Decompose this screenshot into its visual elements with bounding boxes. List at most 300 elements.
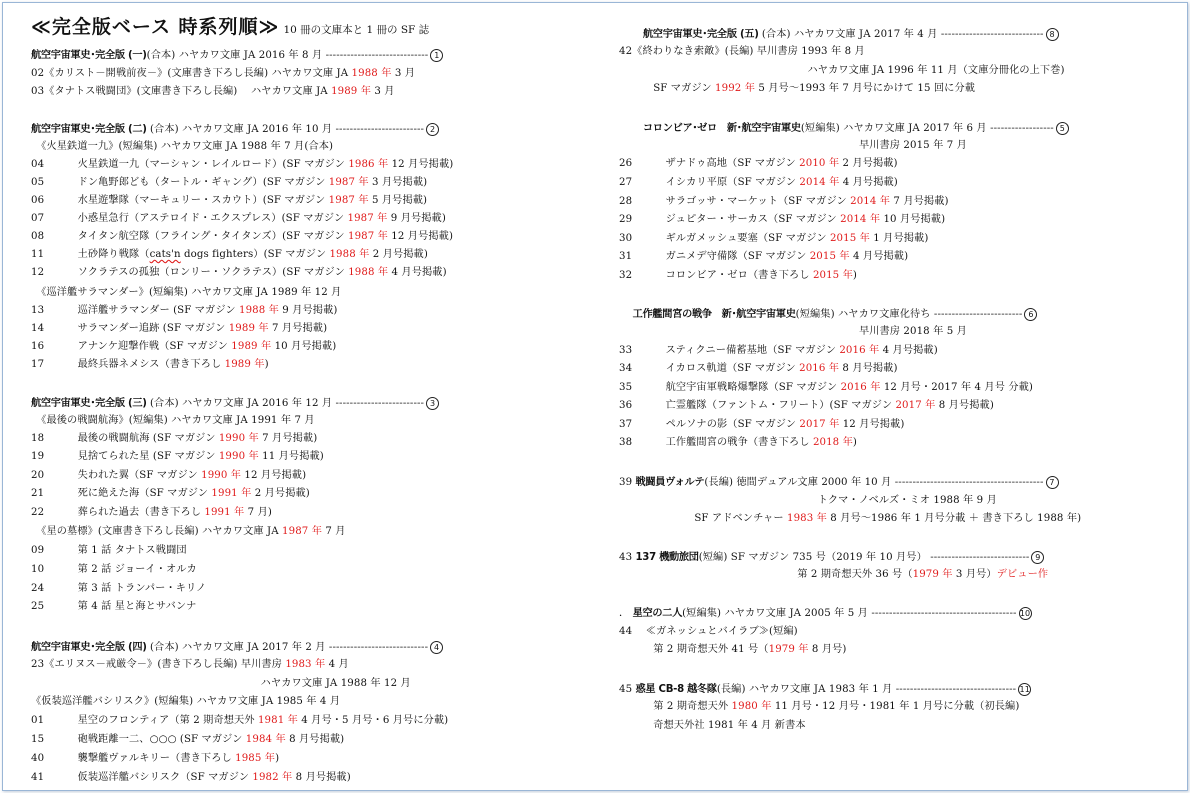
text-segment: 4 月号掲載) bbox=[839, 177, 898, 188]
story-number: 12 bbox=[31, 267, 45, 278]
volume-number-badge: 5 bbox=[1056, 122, 1069, 135]
document-page bbox=[2, 2, 1188, 791]
text-line bbox=[31, 141, 333, 154]
text-segment: 7 月 bbox=[321, 526, 346, 537]
text-line bbox=[619, 196, 949, 209]
volume-number-badge: 9 bbox=[1031, 551, 1044, 564]
text-segment: 12 月号掲載) bbox=[388, 159, 454, 170]
text-line bbox=[31, 772, 351, 785]
text-segment: 39 bbox=[619, 477, 636, 488]
highlighted-year: 1982 年 bbox=[252, 772, 293, 783]
text-line bbox=[619, 400, 994, 413]
text-line bbox=[619, 551, 1044, 564]
story-number: 34 bbox=[619, 363, 633, 374]
text-segment: 44 ≪ガネッシュとバイラブ≫(短編) bbox=[619, 626, 798, 637]
text-segment: ザナドゥ高地（SF マガジン bbox=[645, 158, 800, 169]
highlighted-year: 1987 年 bbox=[347, 213, 388, 224]
text-segment: イカロス軌道（SF マガジン bbox=[645, 363, 800, 374]
text-segment: 3 月 bbox=[371, 86, 395, 97]
text-line bbox=[31, 305, 337, 318]
text-segment: 12 月号掲載) bbox=[241, 470, 307, 481]
leader-dashes: ------------------------------------------ bbox=[894, 477, 1044, 488]
text-line bbox=[619, 158, 898, 171]
highlighted-year: 2014 年 bbox=[799, 177, 840, 188]
text-segment: 葬られた過去（書き下ろし bbox=[57, 507, 205, 518]
highlighted-year: 1990 年 bbox=[201, 470, 242, 481]
text-segment: 失われた翼（SF マガジン bbox=[57, 470, 202, 481]
volume-number-badge: 1 bbox=[430, 49, 443, 62]
text-segment: 第 2 話 ジョーイ・オルカ bbox=[57, 564, 197, 575]
text-segment: 星空のフロンティア（第 2 期奇想天外 bbox=[57, 715, 258, 726]
text-segment: 第 3 話 トランパー・キリノ bbox=[57, 583, 207, 594]
text-line bbox=[619, 270, 857, 283]
text-segment: 8 月号掲載) bbox=[292, 772, 351, 783]
text-segment: 8 月号～1986 年 1 月号分載 ＋ 書き下ろし 1988 年) bbox=[826, 513, 1082, 524]
text-segment: 11 月号掲載) bbox=[258, 451, 324, 462]
text-segment: 9 月号掲載) bbox=[387, 213, 446, 224]
text-line bbox=[31, 323, 327, 336]
series-title: 星空の二人 bbox=[632, 608, 683, 619]
text-segment: 1 月号掲載) bbox=[869, 233, 929, 244]
text-segment: 7 月号掲載) bbox=[890, 196, 949, 207]
story-number: 08 bbox=[31, 231, 45, 242]
text-line bbox=[31, 678, 411, 691]
text-line bbox=[619, 382, 1033, 395]
text-segment: 巡洋艦サラマンダー (SF マガジン bbox=[57, 305, 239, 316]
story-number: 01 bbox=[31, 715, 45, 726]
story-number: 33 bbox=[619, 345, 633, 356]
text-segment: 早川書房 2015 年 7 月 bbox=[619, 140, 967, 151]
text-line bbox=[619, 345, 938, 358]
text-segment: dogs fighters）(SF マガジン bbox=[180, 249, 330, 260]
story-number: 17 bbox=[31, 359, 45, 370]
text-line bbox=[619, 46, 865, 59]
story-number: 40 bbox=[31, 753, 45, 764]
highlighted-year: 1979 年 bbox=[768, 644, 809, 655]
text-line bbox=[31, 470, 306, 483]
text-line bbox=[31, 715, 448, 728]
text-segment: 第 2 期奇想天外 bbox=[619, 701, 732, 712]
text-segment: 10 月号掲載) bbox=[880, 214, 946, 225]
text-line bbox=[619, 569, 1048, 582]
series-title: 工作艦間宮の戦争 新･航空宇宙軍史 bbox=[632, 309, 796, 320]
text-line bbox=[619, 251, 908, 264]
text-segment: 《最後の戦闘航海》(短編集) ハヤカワ文庫 JA 1991 年 7 月 bbox=[31, 415, 315, 426]
highlighted-year: 2010 年 bbox=[799, 158, 840, 169]
story-number: 30 bbox=[619, 233, 633, 244]
volume-number-badge: 8 bbox=[1046, 28, 1059, 41]
story-number: 24 bbox=[31, 583, 45, 594]
leader-dashes: ----------------------------------------- bbox=[871, 608, 1017, 619]
text-segment: 《火星鉄道一九》(短編集) ハヤカワ文庫 JA 1988 年 7 月(合本) bbox=[31, 141, 334, 152]
text-line bbox=[31, 564, 197, 577]
story-number: 25 bbox=[31, 601, 45, 612]
text-line bbox=[31, 159, 453, 172]
highlighted-year: 1979 年 bbox=[912, 569, 953, 580]
text-segment: 3 月号掲載) bbox=[368, 177, 428, 188]
text-segment: ) bbox=[852, 270, 857, 281]
text-segment: 11 月号・12 月号・1981 年 1 月号に分載（初長編) bbox=[771, 701, 1020, 712]
series-title: 航空宇宙軍史･完全版 (二) bbox=[31, 124, 147, 135]
highlighted-year: 1991 年 bbox=[211, 488, 252, 499]
text-segment bbox=[619, 29, 643, 40]
text-line bbox=[31, 123, 439, 136]
story-number: 18 bbox=[31, 433, 45, 444]
leader-dashes: ---------------------------- bbox=[930, 552, 1030, 563]
story-number: 28 bbox=[619, 196, 633, 207]
story-number: 27 bbox=[619, 177, 633, 188]
text-segment: 死に絶えた海（SF マガジン bbox=[57, 488, 212, 499]
text-segment: アナンケ迎撃作戦（SF マガジン bbox=[57, 341, 232, 352]
volume-number-badge: 2 bbox=[426, 123, 439, 136]
series-title: 航空宇宙軍史･完全版 (四) bbox=[31, 642, 147, 653]
text-segment: 第 2 期奇想天外 36 号（ bbox=[619, 569, 913, 580]
text-line bbox=[31, 507, 272, 520]
text-segment: ハヤカワ文庫 JA 1996 年 11 月（文庫分冊化の上下巻) bbox=[619, 65, 1065, 76]
series-title: コロンビア･ゼロ 新･航空宇宙軍史 bbox=[642, 123, 801, 134]
text-line bbox=[619, 437, 857, 450]
text-segment: 航空宇宙軍戦略爆撃隊（SF マガジン bbox=[645, 382, 841, 393]
text-line bbox=[619, 28, 1059, 41]
text-line bbox=[31, 177, 427, 190]
series-title: 航空宇宙軍史･完全版 (五) bbox=[642, 29, 759, 40]
text-segment: 《星の墓標》(文庫書き下ろし長編) ハヤカワ文庫 JA bbox=[31, 526, 283, 537]
story-number: 09 bbox=[31, 545, 45, 556]
highlighted-year: 1983 年 bbox=[786, 513, 827, 524]
text-line bbox=[31, 696, 340, 709]
text-segment: 8 月号掲載) bbox=[285, 734, 345, 745]
page-subtitle: 10 冊の文庫本と 1 冊の SF 誌 bbox=[283, 24, 430, 36]
text-line bbox=[31, 583, 206, 596]
leader-dashes: ------------------------- bbox=[933, 309, 1023, 320]
text-line bbox=[31, 397, 439, 410]
text-segment: 2 月号掲載) bbox=[369, 249, 428, 260]
text-segment: 8 月号) bbox=[808, 644, 847, 655]
text-segment: ． bbox=[619, 608, 633, 619]
text-segment: 12 月号・2017 年 4 月号 分載) bbox=[880, 382, 1033, 393]
leader-dashes: ------------------ bbox=[990, 123, 1054, 134]
text-segment: 最後の戦闘航海 (SF マガジン bbox=[57, 433, 219, 444]
text-line bbox=[619, 122, 1069, 135]
highlighted-year: 1988 年 bbox=[329, 249, 370, 260]
text-line bbox=[619, 495, 997, 508]
highlighted-year: 2015 年 bbox=[809, 251, 850, 262]
leader-dashes: ---------------------------------- bbox=[895, 684, 1017, 695]
volume-number-badge: 7 bbox=[1046, 476, 1059, 489]
volume-number-badge: 3 bbox=[426, 397, 439, 410]
volume-number-badge: 10 bbox=[1019, 609, 1031, 618]
text-segment: 水星遊撃隊（マーキュリー・スカウト）(SF マガジン bbox=[57, 195, 329, 206]
text-segment: 襲撃艦ヴァルキリー（書き下ろし bbox=[57, 753, 236, 764]
story-number: 05 bbox=[31, 177, 45, 188]
story-number: 06 bbox=[31, 195, 45, 206]
text-segment: 7 月号掲載) bbox=[258, 433, 318, 444]
spellcheck-underlined-word: cats'n bbox=[149, 249, 181, 260]
text-line bbox=[31, 451, 324, 464]
text-line bbox=[31, 287, 341, 300]
text-segment: 10 月号掲載) bbox=[271, 341, 337, 352]
story-number: 15 bbox=[31, 734, 45, 745]
series-title: 戦闘員ヴォルテ bbox=[635, 477, 705, 488]
highlighted-year: 2016 年 bbox=[839, 345, 880, 356]
text-segment: タイタン航空隊（フライング・タイタンズ）(SF マガジン bbox=[57, 231, 348, 242]
story-number: 16 bbox=[31, 341, 45, 352]
text-segment: (合本) ハヤカワ文庫 JA 2016 年 8 月 bbox=[146, 50, 326, 61]
series-title: 航空宇宙軍史･完全版 (三) bbox=[31, 398, 147, 409]
story-number: 20 bbox=[31, 470, 45, 481]
volume-number-badge: 4 bbox=[430, 641, 443, 654]
text-segment: (短編) SF マガジン 735 号（2019 年 10 月号） bbox=[698, 552, 931, 563]
text-segment: 3 月号） bbox=[952, 569, 997, 580]
text-segment: 5 月号掲載) bbox=[368, 195, 428, 206]
highlighted-year: 2015 年 bbox=[829, 233, 870, 244]
text-line bbox=[619, 308, 1037, 321]
text-line bbox=[31, 488, 310, 501]
highlighted-year: 1988 年 bbox=[348, 267, 389, 278]
highlighted-year: 2016 年 bbox=[799, 363, 840, 374]
leader-dashes: ----------------------------- bbox=[325, 50, 429, 61]
highlighted-year: 1989 年 bbox=[224, 359, 265, 370]
text-segment: 2 月号掲載) bbox=[839, 158, 898, 169]
highlighted-year: 1988 年 bbox=[239, 305, 279, 316]
page-title-block bbox=[31, 12, 429, 39]
text-line bbox=[31, 249, 428, 262]
text-segment: 03《タナトス戦闘団》(文庫書き下ろし長編) ハヤカワ文庫 JA bbox=[31, 86, 332, 97]
highlighted-year: 2014 年 bbox=[840, 214, 881, 225]
text-line bbox=[31, 86, 395, 99]
text-line bbox=[31, 601, 196, 614]
text-segment: ハヤカワ文庫 JA 1988 年 12 月 bbox=[31, 678, 411, 689]
story-number: 11 bbox=[31, 249, 45, 260]
text-segment: 奇想天外社 1981 年 4 月 新書本 bbox=[619, 720, 806, 731]
story-number: 13 bbox=[31, 305, 45, 316]
highlighted-year: 1990 年 bbox=[218, 451, 259, 462]
text-segment: 土砂降り戦隊（ bbox=[57, 249, 150, 260]
text-segment: (長編) ハヤカワ文庫 JA 1983 年 1 月 bbox=[716, 684, 896, 695]
text-line bbox=[619, 326, 967, 339]
text-line bbox=[31, 415, 315, 428]
highlighted-year: 1981 年 bbox=[257, 715, 298, 726]
text-line bbox=[619, 626, 798, 639]
text-line bbox=[31, 659, 349, 672]
highlighted-year: 1987 年 bbox=[348, 231, 388, 242]
text-segment: 23《エリヌス－戒厳令－》(書き下ろし長編) 早川書房 bbox=[31, 659, 286, 670]
text-line bbox=[31, 641, 443, 654]
text-segment: (合本) ハヤカワ文庫 JA 2016 年 10 月 bbox=[146, 124, 336, 135]
story-number: 19 bbox=[31, 451, 45, 462]
story-number: 35 bbox=[619, 382, 633, 393]
text-segment: (短編集) ハヤカワ文庫化待ち bbox=[795, 309, 934, 320]
text-segment: ペルソナの影（SF マガジン bbox=[645, 419, 800, 430]
highlighted-year: デビュー作 bbox=[996, 569, 1049, 580]
text-segment: 42《終わりなき索敵》(長編) 早川書房 1993 年 8 月 bbox=[619, 46, 865, 57]
text-segment: 《巡洋艦サラマンダー》(短編集) ハヤカワ文庫 JA 1989 年 12 月 bbox=[31, 287, 342, 298]
story-number: 37 bbox=[619, 419, 633, 430]
text-segment: 第 2 期奇想天外 41 号（ bbox=[619, 644, 769, 655]
text-segment: 砲戦距離一二、○○○ (SF マガジン bbox=[57, 734, 246, 745]
text-line bbox=[31, 359, 269, 372]
leader-dashes: ------------------------- bbox=[335, 124, 425, 135]
story-number: 07 bbox=[31, 213, 45, 224]
text-segment bbox=[619, 309, 633, 320]
highlighted-year: 1987 年 bbox=[282, 526, 322, 537]
text-line bbox=[31, 68, 415, 81]
story-number: 10 bbox=[31, 564, 45, 575]
text-segment: 4 月号・5 月号・6 月号に分載) bbox=[297, 715, 449, 726]
text-line bbox=[31, 195, 427, 208]
story-number: 21 bbox=[31, 488, 45, 499]
text-line bbox=[619, 214, 945, 227]
text-segment: 12 月号掲載) bbox=[839, 419, 905, 430]
highlighted-year: 1983 年 bbox=[285, 659, 326, 670]
highlighted-year: 1989 年 bbox=[228, 323, 269, 334]
text-line bbox=[31, 267, 447, 280]
series-title: 137 機動旅団 bbox=[635, 552, 699, 563]
highlighted-year: 1987 年 bbox=[328, 195, 369, 206]
page-title: ≪完全版ベース 時系列順≫ bbox=[31, 16, 280, 38]
text-segment: 火星鉄道一九（マーシャン・レイルロード）(SF マガジン bbox=[57, 159, 349, 170]
text-segment bbox=[619, 123, 643, 134]
text-segment: サラマンダー追跡 (SF マガジン bbox=[57, 323, 229, 334]
text-line bbox=[31, 213, 446, 226]
text-segment: 3 月 bbox=[391, 68, 416, 79]
text-segment: ジュピター・サーカス（SF マガジン bbox=[645, 214, 841, 225]
text-segment: ギルガメッシュ要塞（SF マガジン bbox=[645, 233, 830, 244]
highlighted-year: 2017 年 bbox=[799, 419, 840, 430]
text-segment: ) bbox=[264, 359, 269, 370]
series-title: 航空宇宙軍史･完全版 (一) bbox=[31, 50, 147, 61]
highlighted-year: 1992 年 bbox=[715, 83, 755, 94]
story-number: 38 bbox=[619, 437, 633, 448]
text-segment: 5 月号～1993 年 7 月号にかけて 15 回に分載 bbox=[754, 83, 976, 94]
volume-number-badge: 6 bbox=[1024, 308, 1037, 321]
text-line bbox=[619, 363, 898, 376]
text-line bbox=[619, 140, 967, 153]
highlighted-year: 1984 年 bbox=[245, 734, 286, 745]
text-segment: 7 月) bbox=[244, 507, 272, 518]
text-segment: 仮装巡洋艦バシリスク（SF マガジン bbox=[57, 772, 253, 783]
text-segment: 02《カリスト－開戦前夜－》(文庫書き下ろし長編) ハヤカワ文庫 JA bbox=[31, 68, 352, 79]
highlighted-year: 2018 年 bbox=[812, 437, 853, 448]
text-segment: ソクラテスの孤独（ロンリー・ソクラテス）(SF マガジン bbox=[57, 267, 349, 278]
highlighted-year: 1991 年 bbox=[204, 507, 245, 518]
text-segment: (長編) 徳間デュアル文庫 2000 年 10 月 bbox=[704, 477, 895, 488]
story-number: 36 bbox=[619, 400, 633, 411]
highlighted-year: 1989 年 bbox=[231, 341, 272, 352]
highlighted-year: 1985 年 bbox=[235, 753, 276, 764]
text-line bbox=[31, 545, 187, 558]
text-segment: ガニメデ守備隊（SF マガジン bbox=[645, 251, 810, 262]
text-segment: 見捨てられた星 (SF マガジン bbox=[57, 451, 219, 462]
text-line bbox=[31, 734, 344, 747]
text-line bbox=[31, 341, 336, 354]
highlighted-year: 1988 年 bbox=[351, 68, 392, 79]
text-segment: ) bbox=[275, 753, 280, 764]
text-segment: 4 月号掲載) bbox=[879, 345, 938, 356]
story-number: 29 bbox=[619, 214, 633, 225]
text-line bbox=[619, 476, 1059, 489]
text-line bbox=[619, 683, 1031, 696]
highlighted-year: 2014 年 bbox=[850, 196, 891, 207]
text-line bbox=[619, 701, 1019, 714]
story-number: 31 bbox=[619, 251, 633, 262]
story-number: 41 bbox=[31, 772, 45, 783]
text-segment: 8 月号掲載) bbox=[935, 400, 994, 411]
text-line bbox=[619, 83, 975, 96]
highlighted-year: 1986 年 bbox=[348, 159, 389, 170]
text-segment: 7 月号掲載) bbox=[268, 323, 328, 334]
story-number: 26 bbox=[619, 158, 633, 169]
highlighted-year: 1989 年 bbox=[331, 86, 372, 97]
text-segment: イシカリ平原（SF マガジン bbox=[645, 177, 800, 188]
text-segment: 4 月 bbox=[325, 659, 349, 670]
text-segment: コロンビア・ゼロ（書き下ろし bbox=[645, 270, 813, 281]
highlighted-year: 2016 年 bbox=[840, 382, 881, 393]
text-line bbox=[31, 433, 317, 446]
text-segment: 工作艦間宮の戦争（書き下ろし bbox=[645, 437, 813, 448]
text-segment: 8 月号掲載) bbox=[839, 363, 898, 374]
text-segment: (合本) ハヤカワ文庫 JA 2017 年 2 月 bbox=[146, 642, 329, 653]
text-line bbox=[619, 720, 806, 733]
text-line bbox=[619, 513, 1081, 526]
text-segment: トクマ・ノベルズ・ミオ 1988 年 9 月 bbox=[619, 495, 997, 506]
text-segment: 早川書房 2018 年 5 月 bbox=[619, 326, 967, 337]
text-segment: (短編集) ハヤカワ文庫 JA 2017 年 6 月 bbox=[800, 123, 991, 134]
story-number: 14 bbox=[31, 323, 45, 334]
text-segment: 最終兵器ネメシス（書き下ろし bbox=[57, 359, 225, 370]
highlighted-year: 1990 年 bbox=[218, 433, 259, 444]
text-segment: ) bbox=[852, 437, 857, 448]
text-segment: 43 bbox=[619, 552, 636, 563]
text-segment: 第 1 話 タナトス戦闘団 bbox=[57, 545, 187, 556]
highlighted-year: 1980 年 bbox=[731, 701, 772, 712]
text-line bbox=[31, 49, 443, 62]
series-title: 惑星 CB-8 越冬隊 bbox=[635, 684, 717, 695]
text-segment: ドン亀野郎ども（タートル・ギャング）(SF マガジン bbox=[57, 177, 329, 188]
text-line bbox=[619, 65, 1065, 78]
text-segment: (短編集) ハヤカワ文庫 JA 2005 年 5 月 bbox=[682, 608, 872, 619]
leader-dashes: ---------------------------- bbox=[328, 642, 429, 653]
text-segment: 第 4 話 星と海とサバンナ bbox=[57, 601, 197, 612]
text-segment: スティクニー備蓄基地（SF マガジン bbox=[645, 345, 840, 356]
text-segment: 《仮装巡洋艦バシリスク》(短編集) ハヤカワ文庫 JA 1985 年 4 月 bbox=[31, 696, 341, 707]
text-line bbox=[31, 231, 453, 244]
text-segment: サラゴッサ・マーケット（SF マガジン bbox=[645, 196, 851, 207]
text-segment: 4 月号掲載) bbox=[849, 251, 909, 262]
text-segment: 4 月号掲載) bbox=[388, 267, 447, 278]
text-segment: (合本) ハヤカワ文庫 JA 2017 年 4 月 bbox=[758, 29, 941, 40]
text-segment: 9 月号掲載) bbox=[278, 305, 338, 316]
highlighted-year: 2015 年 bbox=[812, 270, 853, 281]
text-line bbox=[619, 419, 904, 432]
story-number: 32 bbox=[619, 270, 633, 281]
text-segment: 45 bbox=[619, 684, 636, 695]
highlighted-year: 2017 年 bbox=[895, 400, 936, 411]
text-segment: 12 月号掲載) bbox=[387, 231, 454, 242]
text-segment: 亡霊艦隊（ファントム・フリート）(SF マガジン bbox=[645, 400, 896, 411]
text-line bbox=[619, 644, 846, 657]
volume-number-badge: 11 bbox=[1019, 685, 1030, 694]
text-line bbox=[619, 607, 1032, 620]
text-segment: 2 月号掲載) bbox=[251, 488, 310, 499]
text-segment: 小惑星急行（アステロイド・エクスプレス）(SF マガジン bbox=[57, 213, 348, 224]
leader-dashes: ------------------------- bbox=[335, 398, 425, 409]
text-line bbox=[619, 177, 898, 190]
text-segment: SF アドベンチャー bbox=[619, 513, 787, 524]
story-number: 04 bbox=[31, 159, 45, 170]
leader-dashes: ----------------------------- bbox=[940, 29, 1044, 40]
text-line bbox=[31, 526, 346, 539]
